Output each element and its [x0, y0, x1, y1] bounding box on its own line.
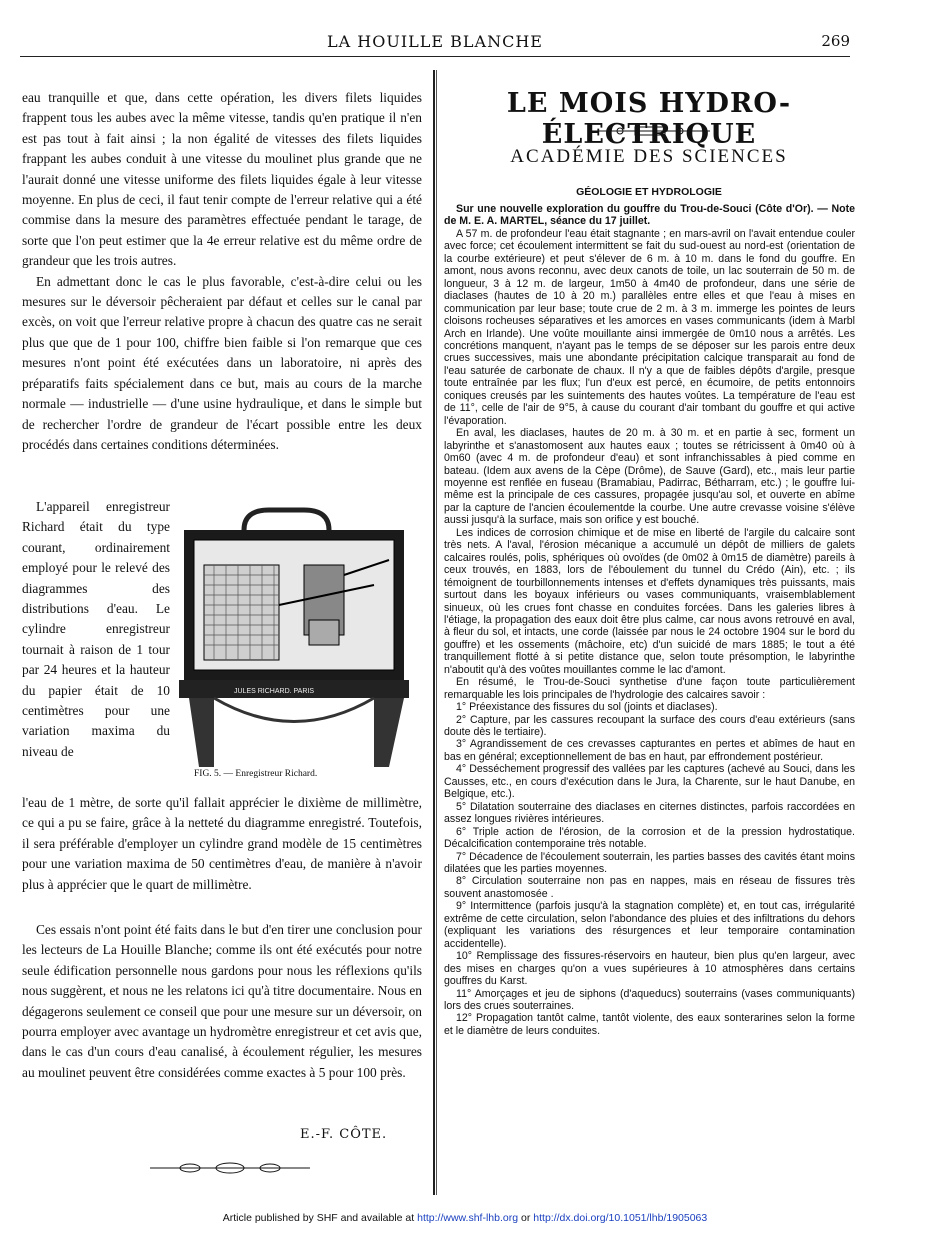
right-column-text — [444, 203, 855, 1037]
academy-heading: ACADÉMIE DES SCIENCES — [510, 146, 788, 167]
rubric-heading: GÉOLOGIE ET HYDROLOGIE — [576, 186, 722, 198]
page-number: 269 — [821, 32, 850, 50]
note-title: Sur une nouvelle exploration du gouffre du Trou-de-Souci (Côte d'Or). — Note de M. E. A. MARTEL, séance du 17 juillet. — [444, 203, 855, 228]
right-paragraph-2: En aval, les diaclases, hautes de 20 m. à 30 m. et en partie à sec, forment un labyrinthe et s'anastomosent aux hautes eaux ; toutes se rétricissent à 0m40 où à 0m60 (avec 4 m. de profondeur d'eau) et sont infranchissables à pied comme en bateau. (Idem aux avens de la Cèpe (Drôme), de Sauve (Gard), etc., mais leur partie moyenne est renflée en fuseau (Bramabiau, Padirrac, Bétharram, etc.) ; le gouffre lui-même est la principale de ces cassures, propagée jusqu'au sol, et ouverte en abîme par la capture de l'ancien écoulementde la courbe. Une autre crevasse voisine s'élève aussi jusqu'à la surface, mais son orifice y est bouché. — [444, 427, 855, 527]
left-paragraph-3-continued — [22, 793, 422, 895]
footer — [0, 1212, 930, 1224]
list-item: 7° Décadence de l'écoulement souterrain, les parties basses des cavités étant moins dilatées que les parties moyennes. — [444, 850, 855, 876]
list-item: 6° Triple action de l'érosion, de la corrosion et de la pression hydrostatique. Décalcification contemporaine très notable. — [444, 825, 855, 851]
author-signature: E.-F. CÔTE. — [300, 1127, 388, 1142]
title-ornament — [590, 126, 710, 136]
list-item: 12° Propagation tantôt calme, tantôt violente, des eaux sonterarines selon la forme et le diamètre de leurs conduites. — [444, 1012, 855, 1037]
left-paragraph-3-narrow — [22, 497, 170, 762]
end-ornament — [150, 1162, 310, 1174]
footer-text: Article published by SHF and available at — [222, 1212, 415, 1224]
section-title: LE MOIS HYDRO-ÉLECTRIQUE — [506, 88, 792, 150]
list-item: 5° Dilatation souterraine des diaclases en citernes distinctes, parfois raccordées en assez longues rivières intérieures. — [444, 800, 855, 826]
list-item: 4° Desséchement progressif des vallées par les captures (achevé au Souci, dans les Causses, etc., en cours d'exécution dans le Jura, la Charente, sur le haut Danube, en Belgique, etc.). — [444, 763, 855, 801]
running-header — [20, 30, 850, 57]
left-paragraph-4: Ces essais n'ont point été faits dans le but d'en tirer une conclusion pour les lecteurs de La Houille Blanche; comme ils ont été exécutés pour notre seule édification personnelle nous gardons pour nous les réflexions qu'ils nous suggèrent, et nous ne les relatons ici qu'à titre documentaire. Nous en dégagerons seulement ce conseil que pour une mesure sur un déversoir, on pourra employer avec avantage un hydromètre enregistreur et cet avis que, dans le cas d'un cours d'eau canalisé, à écoulement régulier, les mesures au moulinet peuvent être considérées comme exactes à 5 pour 100 près. — [22, 922, 422, 1080]
left-column-bottom — [22, 920, 422, 1083]
left-paragraph-1: eau tranquille et que, dans cette opération, les divers filets liquides frappent tous les aubes avec la même vitesse, tandis qu'en pratique il n'en est pas tout à fait ainsi ; la non égalité de vitesses des filets liquides frappant les aubes conduit à une vitesse du moulinet plus grande que ne l'aurait donné une vitesse uniforme des filets liquides égale à leur vitesse moyenne. En plus de ceci, il faut tenir compte de l'erreur relative qui a été commise dans la mesure des paramètres effectuée pendant le tarage, de sorte que l'on peut estimer que la 4e erreur relative est du même ordre de grandeur que les trois autres. — [22, 90, 422, 269]
column-divider — [433, 70, 435, 1195]
list-item: 3° Agrandissement de ces crevasses capturantes en pertes et abîmes de haut en bas en général; exceptionnellement de bas en haut, par effrondement postérieur. — [444, 738, 855, 763]
footer-or: or — [521, 1212, 531, 1224]
list-item: 11° Amorçages et jeu de siphons (d'aqueducs) souterrains (vases communiquants) lors des crues souterraines. — [444, 987, 855, 1012]
journal-title: LA HOUILLE BLANCHE — [327, 32, 543, 51]
right-paragraph-1: A 57 m. de profondeur l'eau était stagnante ; en mars-avril on l'avait entendue couler avec force; cet écoulement intermittent se fait du sud-ouest au nord-est (orientation de la courbe extérieure) et peut s'élever de 6 m. à 10 m. dans le fond du gouffre. En amont, nous avons reconnu, avec deux canots de toile, un lac souterrain de 50 m. de longueur, 3 à 12 m. de largeur, 1m50 à 4m40 de profondeur, dans une série de diaclases (hautes de 10 à 20 m.) parallèles entre elles et que l'eau à mises en communication par leur base; toute crue de 2 m. à 3 m. immerge les pointes de leurs cloisons rocheuses séparatives et les amorces en vases communicants (idem à Marbl Arch en Irlande). Une voûte mouillante ainsi immergée de 0m10 nous a arrêtés. Les concrétions manquent, n'ayant pas le temps de se déposer sur les parois entre deux crues successives, mais une abondante précipitation calcique transparait au fond de l'eau saturée de carbonate de chaux. Il n'y a que de faibles dépôts d'argile, presque toute entraînée par les flux; l'un d'eux est percé, en écumoire, de petits entonnoirs coniques creusés par les suintements des hautes voûtes. La température de l'eau est de 11°, celle de l'air de 9°5, à cause du courant d'air tombant du gouffre et qui active l'évaporation. — [444, 227, 855, 427]
recorder-illustration — [174, 505, 424, 767]
column-divider-inner — [436, 70, 437, 1195]
right-paragraph-3: Les indices de corrosion chimique et de mise en liberté de l'argile du calcaire sont très nets. A l'aval, l'érosion mécanique a accumulé un dépôt de milliers de galets calcaires roulés, polis, sphériques où ovoïdes (de 0m02 à 0m15 de diamètre) pareils à ceux trouvés, en 1883, lors de l'éboulement du tunnel du Crédo (Ain), etc. ; ils témoignent de tourbillonnements intenses et d'effets dynamiques très puissants, mais surtout dans les boyaux inférieurs ou vases communiquants, vraisemblablement sinueux, où les crues font chasse en conduites forcées. Dans les galeries libres à l'étiage, la propagation des eaux doit être plus calme, car nous avons retrouvé en aval, à fleur du sol, et intacts, une corde (laissée par nous le 24 octobre 1904 sur le bord du gouffre) et les ossements (mâchoire, etc) d'un suicidé de mars 1885; le tout a été tranquillement flotté à si petite distance que, selon toute présomption, le labyrinthe n'aboutit qu'à des voûtes mouillantes comme le lac d'amont. — [444, 526, 855, 676]
footer-link-doi[interactable]: http://dx.doi.org/10.1051/lhb/1905063 — [533, 1212, 708, 1224]
right-paragraph-4: En résumé, le Trou-de-Souci synthetise d'une façon toute particulièrement remarquable les lois principales de l'hydrologie des calcaires savoir : — [444, 676, 855, 701]
left-paragraph-3-rest: l'eau de 1 mètre, de sorte qu'il fallait apprécier le dixième de millimètre, ce qui a pu se faire, grâce à la netteté du diagramme enregistré. Toutefois, il sera préférable d'employer un cylindre grand modèle de 15 centimètres pour une variation maxima de 50 centimètres d'eau, de manière à n'avoir plus à apprécier que le quart de millimètre. — [22, 795, 422, 892]
list-item: 8° Circulation souterraine non pas en nappes, mais en réseau de fissures très souvent anastomosée . — [444, 875, 855, 900]
figure-5 — [174, 505, 424, 795]
list-item: 10° Remplissage des fissures-réservoirs en hauteur, bien plus qu'en largeur, avec des mises en charges qu'on a vues supérieures à 10 atmosphères dans certains gouffres du Karst. — [444, 950, 855, 988]
list-item: 1° Préexistance des fissures du sol (joints et diaclases). — [456, 701, 718, 714]
figure-caption: FIG. 5. — Enregistreur Richard. — [194, 769, 318, 779]
footer-link-shf[interactable]: http://www.shf-lhb.org — [417, 1212, 519, 1224]
list-item: 2° Capture, par les cassures recoupant la surface des cours d'eau extérieurs (sans doute dès le tertiaire). — [444, 713, 855, 739]
left-paragraph-2: En admettant donc le cas le plus favorable, c'est-à-dire celui ou les mesures sur le déversoir pêcheraient par défaut et celles sur le canal par excès, on voit que l'erreur relative propre à chacun des quatre cas ne serait plus que que de 1 pour 100, chiffre bien faible si l'on remarque que ces mesures n'ont point été exécutées dans un laboratoire, ni après des préparatifs faits spécialement dans ce but, mais au cours de la marche normale — industrielle — d'une usine hydraulique, et dans le simple but de rechercher l'ordre de grandeur de l'écart possible entre les deux procédés dans certaines conditions déterminées. — [22, 273, 422, 452]
list-item: 9° Intermittence (parfois jusqu'à la stagnation complète) et, en tout cas, irrégularité extrême de cette circulation, selon l'abondance des pluies et des infiltrations du dehors (expliquant les variations des résurgences et leur temporaire contamination accidentelle). — [444, 900, 855, 950]
maker-label: JULES RICHARD. PARIS — [234, 688, 314, 695]
left-paragraph-3-text: L'appareil enregistreur Richard était du type courant, ordinairement employé pour le relevé des diagrammes des distributions d'eau. Le cylindre enregistreur tournait à raison de 1 tour par 24 heures et la hauteur du papier était de 10 centimètres pour une variation maxima du niveau de — [22, 499, 170, 759]
left-column-top — [22, 88, 422, 455]
